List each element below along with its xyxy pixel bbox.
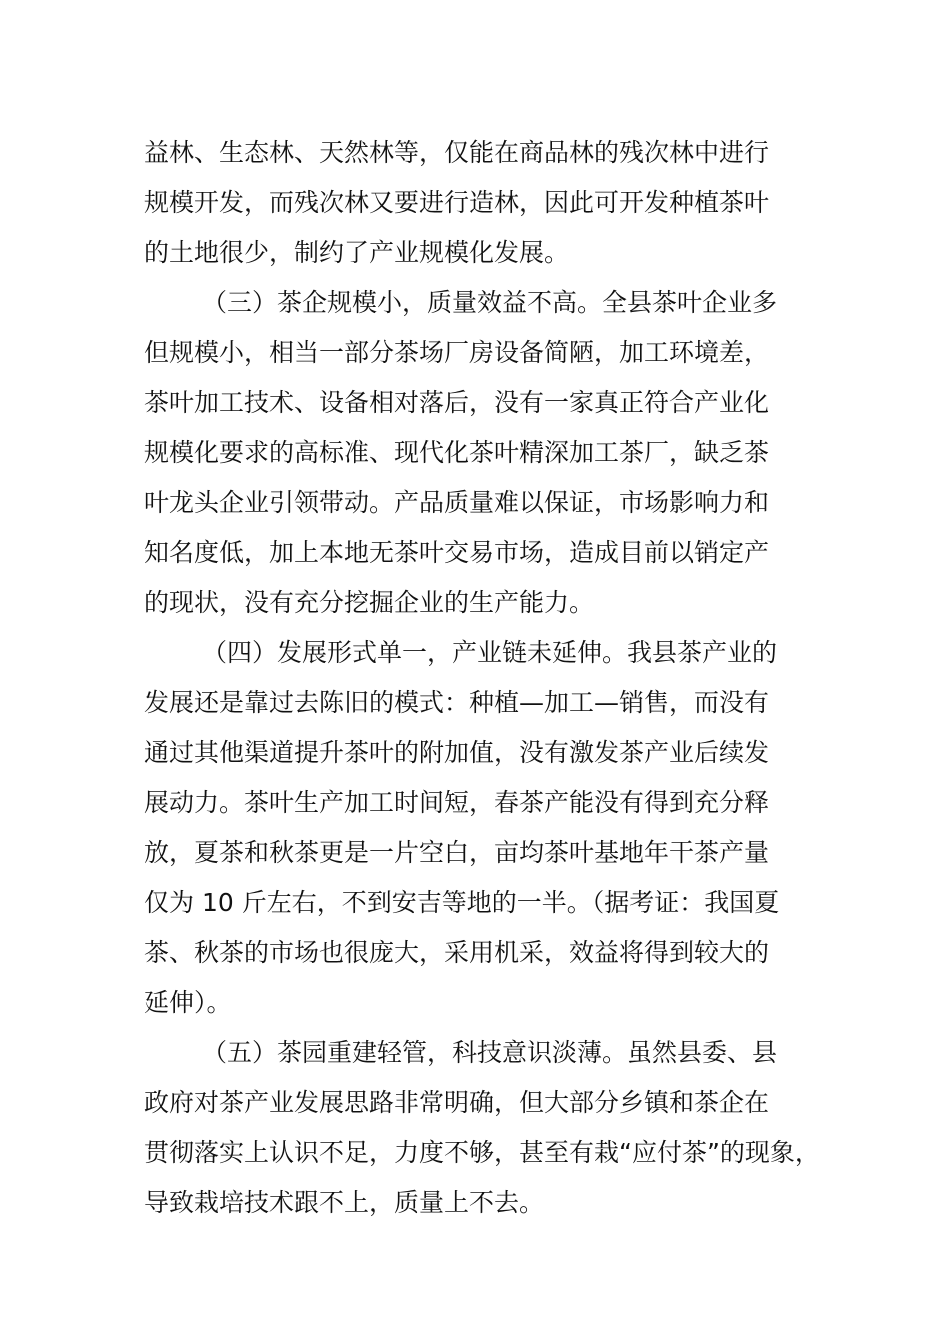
text-line: 发展还是靠过去陈旧的模式：种植—加工—销售，而没有 xyxy=(144,688,770,717)
section-four-heading-line: （四）发展形式单一，产业链未延伸。我县茶产业的 xyxy=(202,638,778,667)
text-line: 规模化要求的高标准、现代化茶叶精深加工茶厂，缺乏茶 xyxy=(144,438,770,467)
text-line: 但规模小，相当一部分茶场厂房设备简陋，加工环境差， xyxy=(144,338,770,367)
text-line: 茶叶加工技术、设备相对落后，没有一家真正符合产业化 xyxy=(144,388,770,417)
text-line: 益林、生态林、天然林等，仅能在商品林的残次林中进行 xyxy=(144,138,770,167)
text-line: 知名度低，加上本地无茶叶交易市场，造成目前以销定产 xyxy=(144,538,770,567)
text-line: 延伸）。 xyxy=(144,988,232,1017)
section-three-heading-line: （三）茶企规模小，质量效益不高。全县茶叶企业多 xyxy=(202,288,778,317)
text-line: 政府对茶产业发展思路非常明确，但大部分乡镇和茶企在 xyxy=(144,1088,770,1117)
text-line: 的土地很少，制约了产业规模化发展。 xyxy=(144,238,570,267)
text-line: 仅为 10 斤左右，不到安吉等地的一半。（据考证：我国夏 xyxy=(144,888,780,917)
text-line: 导致栽培技术跟不上，质量上不去。 xyxy=(144,1188,545,1217)
text-line: 放，夏茶和秋茶更是一片空白，亩均茶叶基地年干茶产量 xyxy=(144,838,770,867)
text-line: 叶龙头企业引领带动。产品质量难以保证，市场影响力和 xyxy=(144,488,770,517)
text-line: 的现状，没有充分挖掘企业的生产能力。 xyxy=(144,588,595,617)
text-line: 茶、秋茶的市场也很庞大，采用机采，效益将得到较大的 xyxy=(144,938,770,967)
text-line: 通过其他渠道提升茶叶的附加值，没有激发茶产业后续发 xyxy=(144,738,770,767)
text-line: 规模开发，而残次林又要进行造林，因此可开发种植茶叶 xyxy=(144,188,770,217)
section-five-heading-line: （五）茶园重建轻管，科技意识淡薄。虽然县委、县 xyxy=(202,1038,778,1067)
text-line: 贯彻落实上认识不足，力度不够，甚至有栽“应付茶”的现象， xyxy=(144,1138,820,1167)
text-line: 展动力。茶叶生产加工时间短，春茶产能没有得到充分释 xyxy=(144,788,770,817)
document-body xyxy=(144,128,834,1228)
